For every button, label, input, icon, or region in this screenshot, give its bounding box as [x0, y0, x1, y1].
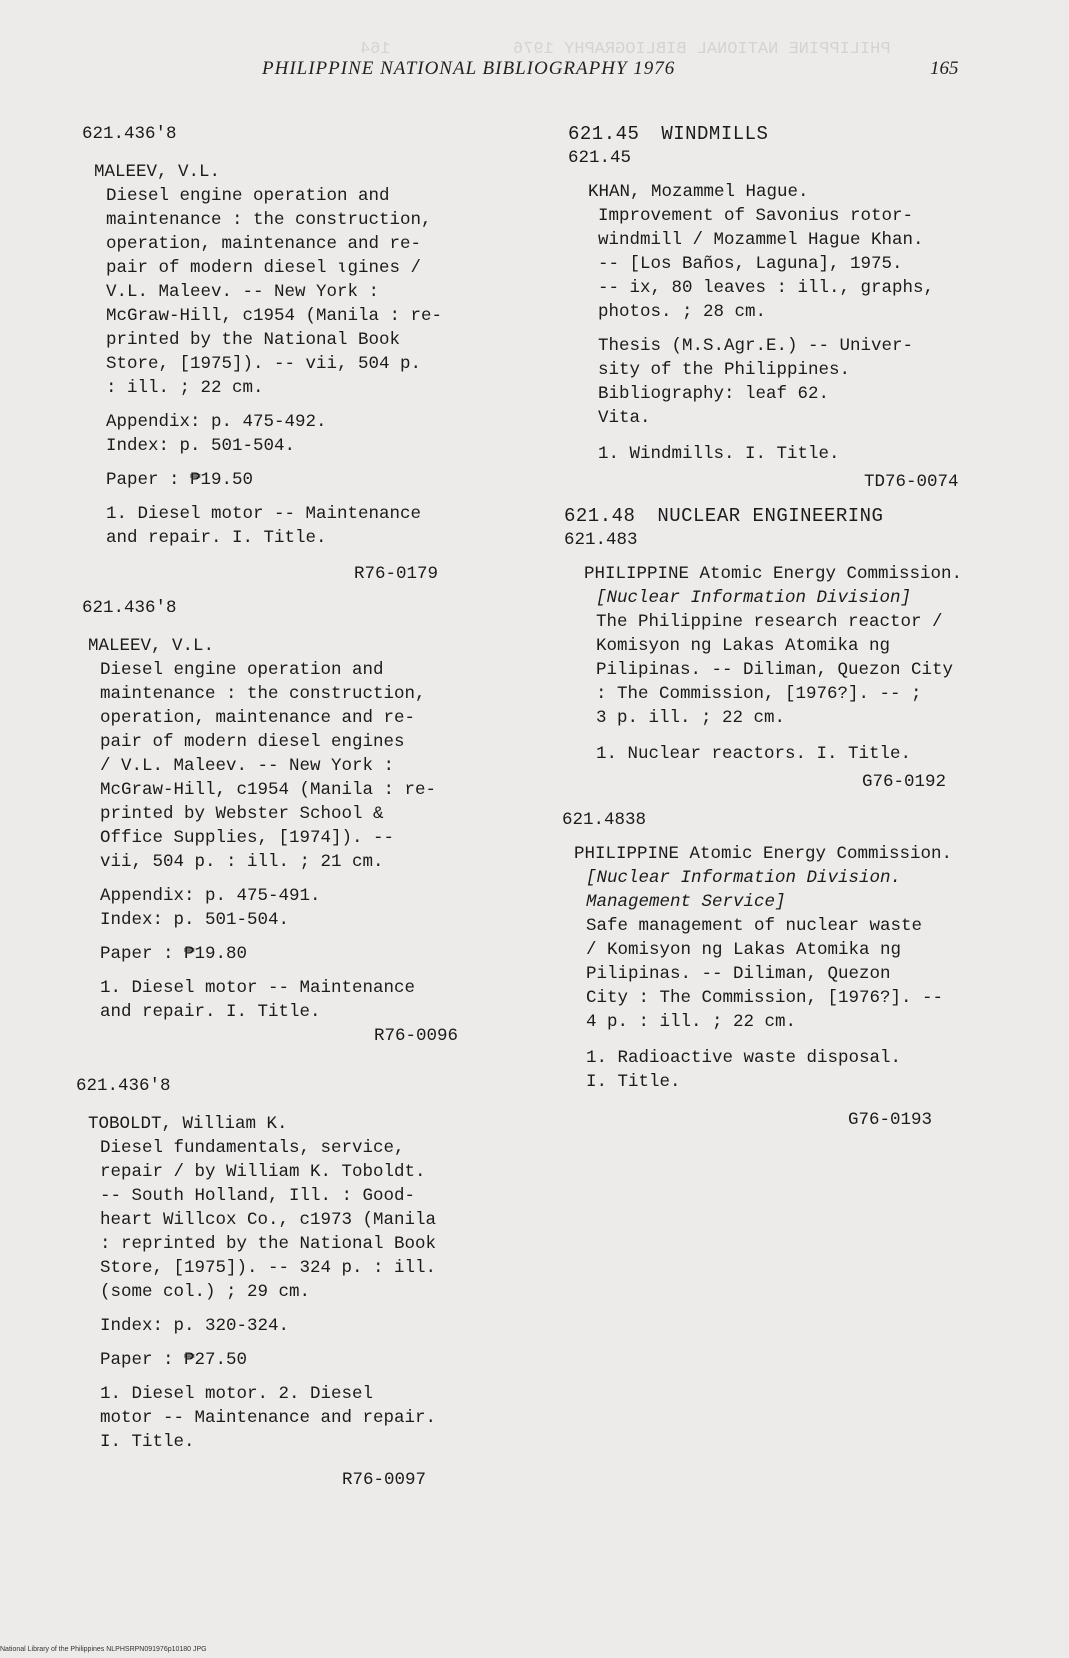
entry-description [568, 610, 1038, 766]
class-number: 621.436'8 [76, 1076, 171, 1096]
class-number: 621.436'8 [82, 598, 177, 618]
desc-line: / V.L. Maleev. -- New York : [100, 756, 395, 776]
entry-description [76, 1136, 512, 1454]
desc-line: Safe management of nuclear waste [586, 916, 923, 936]
desc-line: maintenance : the construction, [100, 684, 426, 704]
desc-line: (some col.) ; 29 cm. [100, 1282, 311, 1302]
entry-description [82, 184, 512, 550]
heading-class-number: 621.48 [564, 505, 636, 527]
class-number: 621.436'8 [82, 124, 177, 144]
desc-line: Diesel engine operation and [106, 186, 390, 206]
desc-line: -- [Los Baños, Laguna], 1975. [598, 254, 903, 274]
bleed-through: PHILIPPINE NATIONAL BIBLIOGRAPHY 1976 164 [360, 40, 891, 59]
subject-line: 1. Diesel motor -- Maintenance [106, 504, 422, 524]
entry-description [562, 914, 1038, 1094]
control-number: R76-0179 [354, 564, 439, 584]
desc-line: V.L. Maleev. -- New York : [106, 282, 380, 302]
price: Paper : ₱19.50 [106, 470, 254, 490]
desc-line: windmill / Mozammel Hague Khan. [598, 230, 924, 250]
note-line: Thesis (M.S.Agr.E.) -- Univer- [598, 336, 914, 356]
entry-description [82, 658, 512, 1024]
control-number: G76-0192 [862, 772, 947, 792]
page-title: PHILIPPINE NATIONAL BIBLIOGRAPHY 1976 [262, 58, 676, 79]
entry-description [568, 204, 1038, 466]
scan-footer: National Library of the Philippines NLPHSRPN091976p10180 JPG [0, 1646, 207, 1653]
subject-line: 1. Diesel motor. 2. Diesel [100, 1384, 374, 1404]
subject-line: and repair. I. Title. [106, 528, 327, 548]
catalog-entry [568, 562, 1038, 794]
desc-line: : reprinted by the National Book [100, 1234, 437, 1254]
desc-line: Diesel engine operation and [100, 660, 384, 680]
subject-line: 1. Diesel motor -- Maintenance [100, 978, 416, 998]
price: Paper : ₱19.80 [100, 944, 248, 964]
subject-line: 1. Nuclear reactors. I. Title. [596, 744, 912, 764]
catalog-entry [76, 1074, 512, 1492]
desc-line: heart Willcox Co., c1973 (Manila [100, 1210, 437, 1230]
desc-line: maintenance : the construction, [106, 210, 432, 230]
desc-line: -- ix, 80 leaves : ill., graphs, [598, 278, 935, 298]
control-number: R76-0097 [342, 1470, 427, 1490]
desc-line: 3 p. ill. ; 22 cm. [596, 708, 786, 728]
desc-line: Pilipinas. -- Diliman, Quezon [586, 964, 891, 984]
entry-author: TOBOLDT, William K. [88, 1114, 288, 1134]
note-line: Index: p. 501-504. [100, 910, 290, 930]
desc-line: vii, 504 p. : ill. ; 21 cm. [100, 852, 384, 872]
catalog-entry [82, 596, 512, 1048]
entry-author: PHILIPPINE Atomic Energy Commission. [574, 844, 953, 864]
desc-line: McGraw-Hill, c1954 (Manila : re- [106, 306, 443, 326]
desc-line: pair of modern diesel ɩgines / [106, 258, 422, 278]
entry-author: PHILIPPINE Atomic Energy Commission. [584, 564, 963, 584]
control-number: TD76-0074 [864, 472, 959, 492]
subject-line: I. Title. [100, 1432, 195, 1452]
desc-line: pair of modern diesel engines [100, 732, 405, 752]
desc-line: McGraw-Hill, c1954 (Manila : re- [100, 780, 437, 800]
desc-line: photos. ; 28 cm. [598, 302, 767, 322]
entry-author: MALEEV, V.L. [88, 636, 215, 656]
left-column [76, 122, 512, 1492]
note-line: Index: p. 320-324. [100, 1316, 290, 1336]
price: Paper : ₱27.50 [100, 1350, 248, 1370]
desc-line: Pilipinas. -- Diliman, Quezon City [596, 660, 954, 680]
desc-line: printed by the National Book [106, 330, 401, 350]
desc-line: Diesel fundamentals, service, [100, 1138, 405, 1158]
catalog-entry [568, 180, 1038, 494]
catalog-entry [562, 808, 1038, 1132]
heading-label: NUCLEAR ENGINEERING [657, 505, 884, 527]
note-line: sity of the Philippines. [598, 360, 851, 380]
page-number: 165 [930, 58, 959, 79]
desc-line: : ill. ; 22 cm. [106, 378, 264, 398]
desc-line: Store, [1975]). -- vii, 504 p. [106, 354, 422, 374]
desc-line: Store, [1975]). -- 324 p. : ill. [100, 1258, 437, 1278]
note-line: Index: p. 501-504. [106, 436, 296, 456]
desc-line: / Komisyon ng Lakas Atomika ng [586, 940, 902, 960]
desc-line: repair / by William K. Toboldt. [100, 1162, 426, 1182]
desc-line: 4 p. : ill. ; 22 cm. [586, 1012, 797, 1032]
note-line: Vita. [598, 408, 651, 428]
note-line: Bibliography: leaf 62. [598, 384, 830, 404]
desc-line: The Philippine research reactor / [596, 612, 943, 632]
control-number: G76-0193 [848, 1110, 933, 1130]
note-line: Appendix: p. 475-491. [100, 886, 321, 906]
heading-subclass: 621.483 [564, 530, 638, 550]
desc-line: Improvement of Savonius rotor- [598, 206, 914, 226]
entry-author-division: [Nuclear Information Division. [586, 868, 902, 888]
subject-line: and repair. I. Title. [100, 1002, 321, 1022]
entry-author-division: [Nuclear Information Division] [596, 588, 912, 608]
note-line: Appendix: p. 475-492. [106, 412, 327, 432]
entry-author: MALEEV, V.L. [94, 162, 221, 182]
subject-line: 1. Windmills. I. Title. [598, 444, 840, 464]
heading-class-number: 621.45 [568, 123, 640, 145]
heading-label: WINDMILLS [661, 123, 769, 145]
desc-line: -- South Holland, Ill. : Good- [100, 1186, 416, 1206]
section-heading [568, 122, 1038, 146]
desc-line: City : The Commission, [1976?]. -- [586, 988, 944, 1008]
desc-line: printed by Webster School & [100, 804, 384, 824]
heading-subclass: 621.45 [568, 148, 632, 168]
section-heading [564, 504, 1038, 528]
desc-line: : The Commission, [1976?]. -- ; [596, 684, 922, 704]
desc-line: Office Supplies, [1974]). -- [100, 828, 395, 848]
class-number: 621.4838 [562, 810, 647, 830]
entry-author: KHAN, Mozammel Hague. [588, 182, 809, 202]
subject-line: 1. Radioactive waste disposal. [586, 1048, 902, 1068]
right-column [562, 122, 1038, 1132]
control-number: R76-0096 [374, 1026, 459, 1046]
catalog-entry [82, 122, 512, 586]
desc-line: operation, maintenance and re- [100, 708, 416, 728]
subject-line: motor -- Maintenance and repair. [100, 1408, 437, 1428]
subject-line: I. Title. [586, 1072, 681, 1092]
entry-author-service: Management Service] [586, 892, 786, 912]
desc-line: operation, maintenance and re- [106, 234, 422, 254]
desc-line: Komisyon ng Lakas Atomika ng [596, 636, 891, 656]
